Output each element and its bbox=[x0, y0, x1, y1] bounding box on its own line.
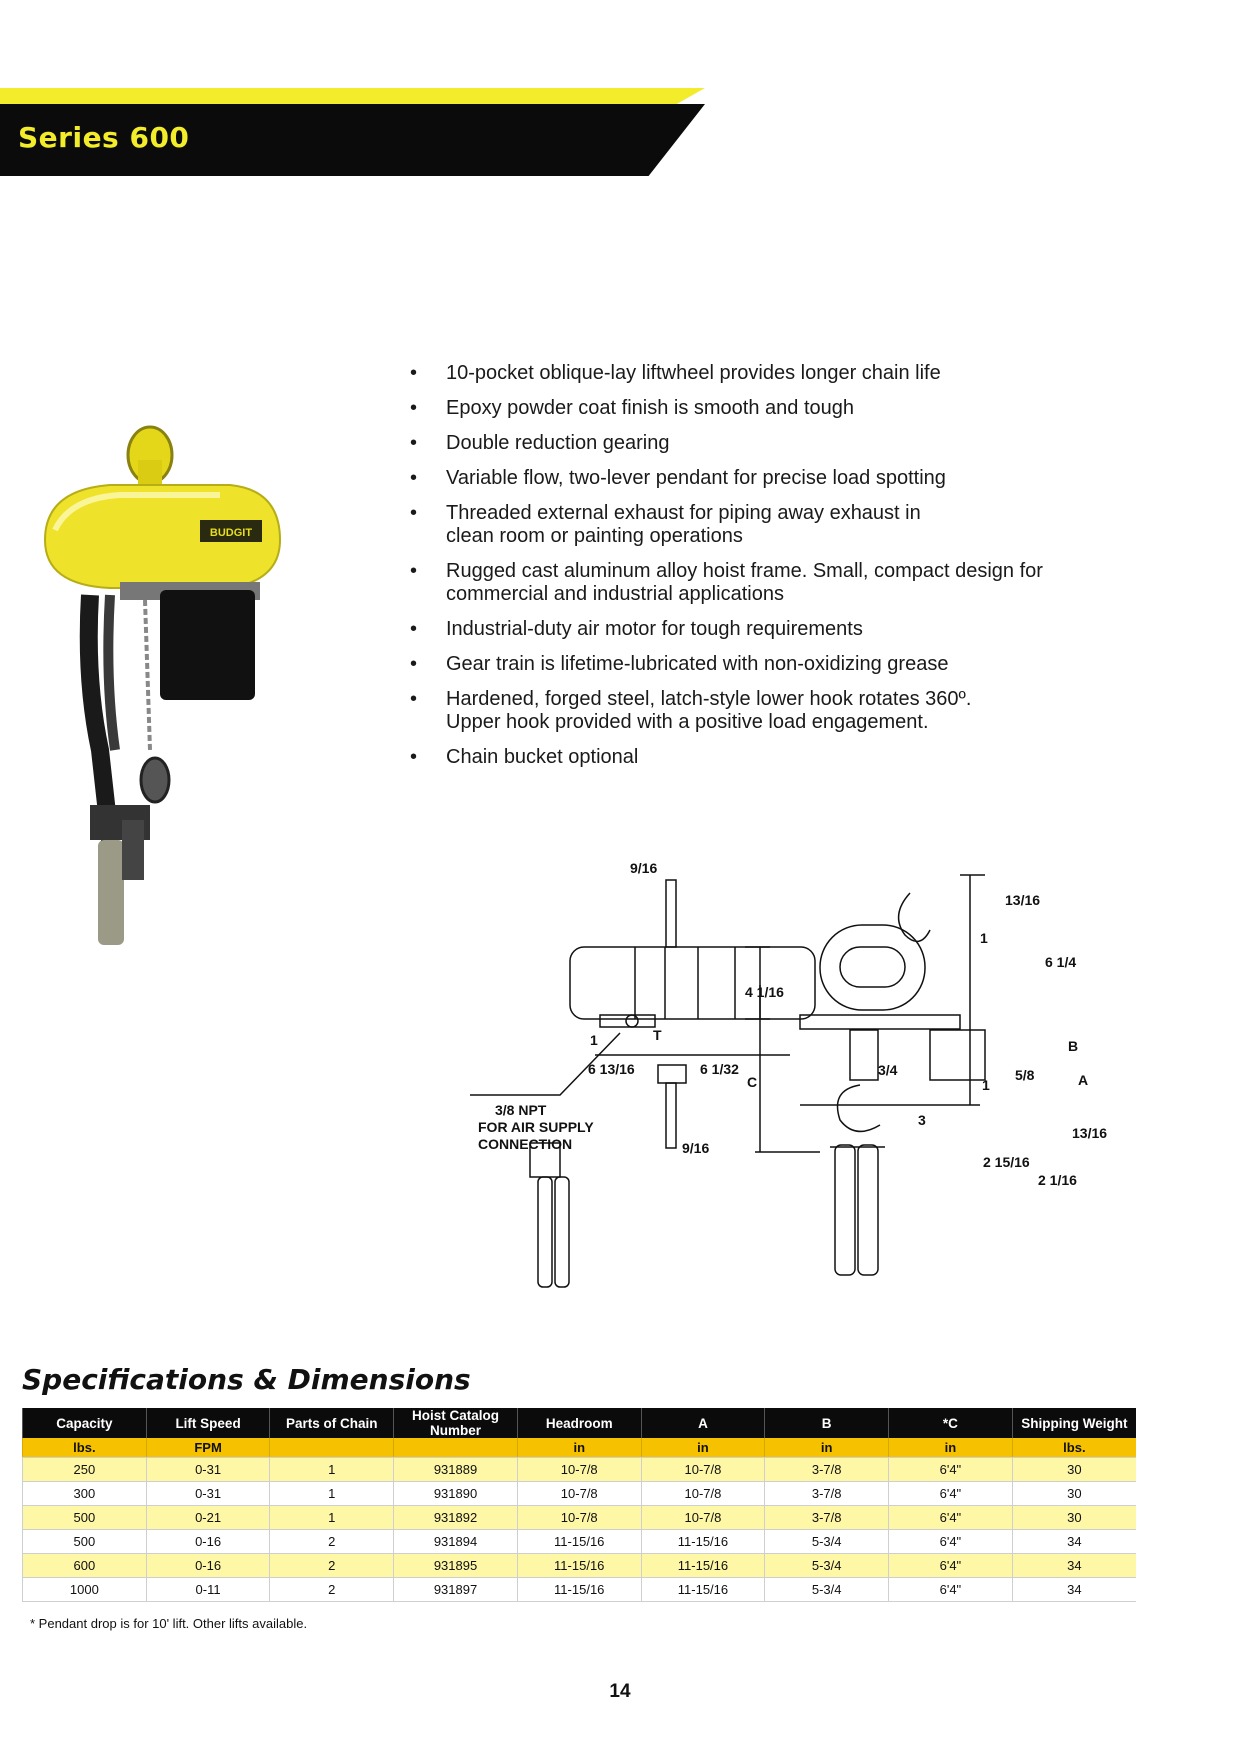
feature-item: • Epoxy powder coat finish is smooth and tough bbox=[410, 397, 855, 419]
specs-units-row: lbs. FPM in in in in lbs. bbox=[23, 1438, 1137, 1458]
dimension-drawing bbox=[460, 855, 1160, 1315]
npt-label-line-1: 3/8 NPT bbox=[495, 1102, 547, 1118]
dim-top-hook-width: 9/16 bbox=[630, 860, 658, 876]
table-row: 250 0-31 1 931889 10-7/8 10-7/8 3-7/8 6'4" 30 bbox=[23, 1458, 1137, 1482]
dim-side-bottom-thirteen-sixteenths: 13/16 bbox=[1072, 1125, 1108, 1141]
dim-side-five-eighths: 5/8 bbox=[1015, 1067, 1035, 1083]
feature-text: Gear train is lifetime-lubricated with non-oxidizing grease bbox=[446, 653, 949, 675]
feature-text: Variable flow, two-lever pendant for precise load spotting bbox=[446, 467, 946, 489]
col-headroom: Headroom bbox=[517, 1408, 641, 1438]
feature-item: • 10-pocket oblique-lay liftwheel provides longer chain life bbox=[410, 362, 941, 384]
dim-side-a: A bbox=[1078, 1072, 1089, 1088]
dim-side-height: 6 1/4 bbox=[1045, 954, 1077, 970]
feature-item: • Double reduction gearing bbox=[410, 432, 670, 454]
dim-side-2-1-16: 2 1/16 bbox=[1038, 1172, 1077, 1188]
feature-item: • Industrial-duty air motor for tough requirements bbox=[410, 618, 863, 640]
dim-side-lower-1: 1 bbox=[982, 1077, 990, 1093]
dim-side-3: 3 bbox=[918, 1112, 926, 1128]
dim-side-top: 13/16 bbox=[1005, 892, 1041, 908]
npt-label-line-2: FOR AIR SUPPLY bbox=[478, 1119, 594, 1135]
feature-item: • Gear train is lifetime-lubricated with non-oxidizing grease bbox=[410, 653, 949, 675]
feature-item: • Hardened, forged steel, latch-style lower hook rotates 360º. Upper hook provided with a positive load engagement. bbox=[410, 688, 1050, 734]
feature-list bbox=[410, 362, 1050, 781]
specs-header-row bbox=[23, 1408, 1137, 1438]
dim-air-port-offset: 1 bbox=[590, 1032, 598, 1048]
feature-text: Industrial-duty air motor for tough requirements bbox=[446, 618, 863, 640]
col-a: A bbox=[641, 1408, 765, 1438]
page-number: 14 bbox=[609, 1681, 631, 1702]
dim-left-offset: 6 13/16 bbox=[588, 1061, 635, 1077]
feature-text: Rugged cast aluminum alloy hoist frame. Small, compact design for commercial and industrial applications bbox=[446, 560, 1043, 605]
col-catalog-number: Hoist Catalog Number bbox=[394, 1408, 518, 1438]
dim-t-mark: T bbox=[653, 1027, 662, 1043]
table-row: 500 0-21 1 931892 10-7/8 10-7/8 3-7/8 6'4" 30 bbox=[23, 1506, 1137, 1530]
dim-side-hook-angle: 1 bbox=[980, 930, 988, 946]
npt-label-line-3: CONNECTION bbox=[478, 1136, 573, 1152]
table-row: 500 0-16 2 931894 11-15/16 11-15/16 5-3/4 6'4" 34 bbox=[23, 1530, 1137, 1554]
dim-side-b: B bbox=[1068, 1038, 1079, 1054]
specs-heading: Specifications & Dimensions bbox=[22, 1363, 471, 1396]
dim-side-2-15-16: 2 15/16 bbox=[983, 1154, 1030, 1170]
col-lift-speed: Lift Speed bbox=[146, 1408, 270, 1438]
dim-c-label: C bbox=[747, 1074, 758, 1090]
table-row: 300 0-31 1 931890 10-7/8 10-7/8 3-7/8 6'4" 30 bbox=[23, 1482, 1137, 1506]
feature-item: • Threaded external exhaust for piping away exhaust in clean room or painting operations bbox=[410, 502, 1050, 548]
dim-body-height: 4 1/16 bbox=[745, 984, 784, 1000]
feature-item: • Variable flow, two-lever pendant for precise load spotting bbox=[410, 467, 946, 489]
feature-text: Chain bucket optional bbox=[446, 746, 639, 768]
photo-brand-label: BUDGIT bbox=[209, 527, 253, 539]
hoist-product-photo bbox=[30, 420, 330, 950]
col-capacity: Capacity bbox=[23, 1408, 147, 1438]
dim-side-clearance: 3/4 bbox=[878, 1062, 898, 1078]
feature-text: 10-pocket oblique-lay liftwheel provides longer chain life bbox=[446, 362, 941, 384]
dim-bottom-hook-width: 9/16 bbox=[682, 1140, 710, 1156]
feature-text: Epoxy powder coat finish is smooth and tough bbox=[446, 397, 855, 419]
specs-footnote: * Pendant drop is for 10' lift. Other lifts available. bbox=[30, 1616, 308, 1631]
col-c: *C bbox=[889, 1408, 1013, 1438]
header-accent-stripe bbox=[0, 88, 705, 104]
col-shipping-weight: Shipping Weight bbox=[1012, 1408, 1136, 1438]
feature-text: Hardened, forged steel, latch-style lower hook rotates 360º. Upper hook provided with a positive load engagement. bbox=[446, 688, 972, 733]
feature-item: • Chain bucket optional bbox=[410, 746, 639, 768]
col-b: B bbox=[765, 1408, 889, 1438]
dim-right-offset: 6 1/32 bbox=[700, 1061, 739, 1077]
feature-text: Threaded external exhaust for piping away exhaust in clean room or painting operations bbox=[446, 502, 921, 547]
table-row: 600 0-16 2 931895 11-15/16 11-15/16 5-3/4 6'4" 34 bbox=[23, 1554, 1137, 1578]
specs-table bbox=[22, 1408, 1136, 1602]
series-title: Series 600 bbox=[18, 121, 190, 154]
table-row: 1000 0-11 2 931897 11-15/16 11-15/16 5-3/4 6'4" 34 bbox=[23, 1578, 1137, 1602]
feature-item: • Rugged cast aluminum alloy hoist frame. Small, compact design for commercial and industrial applications bbox=[410, 560, 1050, 606]
feature-text: Double reduction gearing bbox=[446, 432, 670, 454]
col-parts-of-chain: Parts of Chain bbox=[270, 1408, 394, 1438]
